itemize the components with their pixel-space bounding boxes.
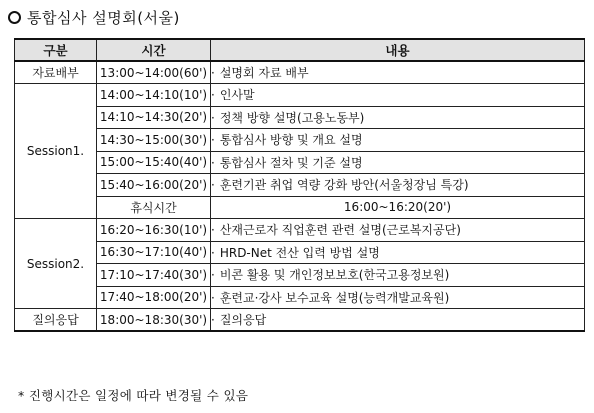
content-cell: [211, 84, 585, 107]
table-row: [15, 196, 585, 219]
time-cell: 14:30~15:00(30'): [97, 129, 211, 152]
content-text: 설명회 자료 배부: [219, 66, 309, 80]
table-row: [15, 61, 585, 84]
category-cell: 질의응답: [15, 309, 97, 332]
footnote: * 진행시간은 일정에 따라 변경될 수 있음: [18, 388, 249, 403]
bullet-dot: ·: [211, 245, 215, 260]
content-cell: [211, 286, 585, 309]
schedule-table: [14, 38, 585, 332]
table-header-row: [15, 39, 585, 61]
table-row: [15, 219, 585, 242]
category-cell: 휴식시간: [97, 196, 211, 219]
content-cell: [211, 129, 585, 152]
content-cell: [211, 61, 585, 84]
bullet-dot: ·: [211, 290, 215, 305]
category-cell: Session2.: [15, 219, 97, 309]
table-row: [15, 264, 585, 287]
time-cell: 18:00~18:30(30'): [97, 309, 211, 332]
content-cell: [211, 264, 585, 287]
content-cell: [211, 151, 585, 174]
time-cell: 17:40~18:00(20'): [97, 286, 211, 309]
bullet-dot: ·: [211, 223, 215, 238]
table-row: [15, 129, 585, 152]
time-cell: 13:00~14:00(60'): [97, 61, 211, 84]
content-cell: [211, 241, 585, 264]
schedule-body: [15, 61, 585, 331]
header-time: 시간: [97, 39, 211, 61]
header-content: 내용: [211, 39, 585, 61]
table-row: [15, 309, 585, 332]
content-text: 산재근로자 직업훈련 관련 설명(근로복지공단): [219, 223, 461, 238]
content-text: HRD-Net 전산 입력 방법 설명: [219, 245, 380, 260]
content-text: 통합심사 절차 및 기준 설명: [219, 155, 363, 170]
table-row: [15, 286, 585, 309]
time-cell: 16:00~16:20(20'): [211, 196, 585, 219]
bullet-dot: ·: [211, 110, 215, 125]
time-cell: 14:10~14:30(20'): [97, 106, 211, 129]
content-text: 통합심사 방향 및 개요 설명: [219, 133, 363, 148]
table-row: [15, 106, 585, 129]
time-cell: 15:40~16:00(20'): [97, 174, 211, 197]
content-cell: [211, 219, 585, 242]
table-row: [15, 84, 585, 107]
time-cell: 16:20~16:30(10'): [97, 219, 211, 242]
time-cell: 14:00~14:10(10'): [97, 84, 211, 107]
page-title: [8, 6, 180, 28]
content-text: 인사말: [219, 88, 255, 103]
bullet-dot: ·: [211, 268, 215, 283]
content-cell: [211, 106, 585, 129]
time-cell: 16:30~17:10(40'): [97, 241, 211, 264]
bullet-dot: ·: [211, 133, 215, 148]
page-title-text: 통합심사 설명회(서울): [27, 8, 180, 27]
bullet-dot: ·: [211, 66, 215, 80]
time-cell: 17:10~17:40(30'): [97, 264, 211, 287]
content-text: 비콘 활용 및 개인정보보호(한국고용정보원): [219, 268, 450, 283]
bullet-dot: ·: [211, 88, 215, 103]
content-text: 정책 방향 설명(고용노동부): [219, 110, 365, 125]
header-category: 구분: [15, 39, 97, 61]
content-text: 훈련기관 취업 역량 강화 방안(서울청장님 특강): [219, 178, 469, 193]
table-row: [15, 174, 585, 197]
table-row: [15, 151, 585, 174]
time-cell: 15:00~15:40(40'): [97, 151, 211, 174]
category-cell: 자료배부: [15, 61, 97, 84]
table-row: [15, 241, 585, 264]
content-cell: [211, 309, 585, 332]
bullet-dot: ·: [211, 313, 215, 327]
content-text: 질의응답: [219, 313, 267, 327]
content-text: 훈련교·강사 보수교육 설명(능력개발교육원): [219, 290, 450, 305]
content-cell: [211, 174, 585, 197]
bullet-dot: ·: [211, 155, 215, 170]
category-cell: Session1.: [15, 84, 97, 219]
bullet-dot: ·: [211, 178, 215, 193]
circle-bullet-icon: [8, 11, 21, 24]
